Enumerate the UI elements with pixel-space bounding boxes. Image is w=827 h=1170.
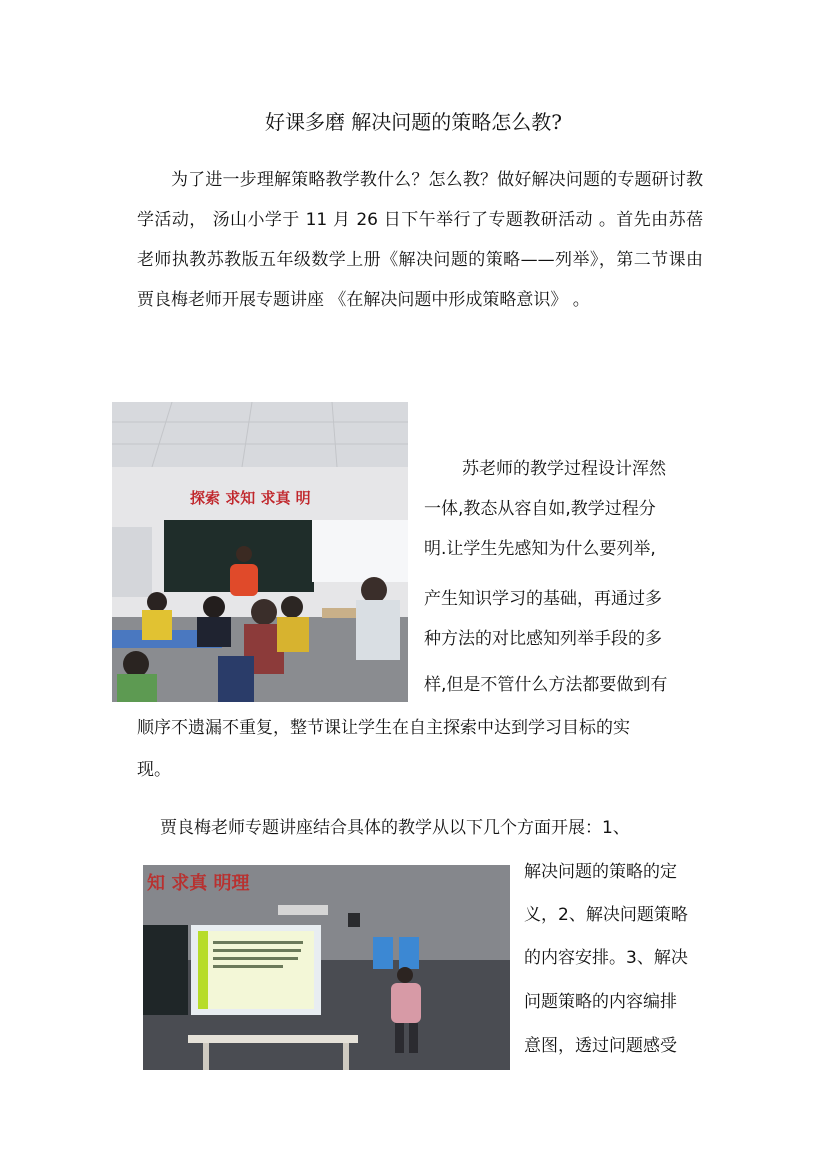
para3-line-4: 问题策略的内容编排 <box>524 992 677 1012</box>
intro-paragraph: 为了进一步理解策略教学教什么？怎么教？做好解决问题的专题研讨教学活动， 汤山小学于 11 月 26 日下午举行了专题教研活动 。首先由苏蓓老师执教苏教版五年级数学上册《解决问题的策略——列举》，第二节课由贾良梅老师开展专题讲座 《在解决问题中形成策略意识》 。 <box>137 170 703 310</box>
para2-line-5: 种方法的对比感知列举手段的多 <box>424 629 662 649</box>
document-title: 好课多磨 解决问题的策略怎么教? <box>264 110 563 134</box>
para2-line-2: 一体,教态从容自如,教学过程分 <box>424 499 656 519</box>
para2-line-1: 苏老师的教学过程设计浑然 <box>462 459 666 479</box>
para2-line-6: 样,但是不管什么方法都要做到有 <box>424 675 668 695</box>
para2-line-8: 现。 <box>137 760 171 780</box>
para3-line-3: 的内容安排。3、解决 <box>524 948 688 968</box>
banner-text-1: 探索 求知 求真 明 <box>190 489 311 507</box>
para3-line-1: 解决问题的策略的定 <box>524 862 677 882</box>
lecture-photo-2 <box>143 865 510 1070</box>
classroom-photo-1 <box>112 402 408 702</box>
para2-line-3: 明.让学生先感知为什么要列举, <box>424 539 656 559</box>
banner-text-2: 知 求真 明理 <box>147 873 250 894</box>
para2-line-4: 产生知识学习的基础，再通过多 <box>424 589 662 609</box>
para3-line-5: 意图，透过问题感受 <box>524 1036 677 1056</box>
para3-first-line: 贾良梅老师专题讲座结合具体的教学从以下几个方面开展：1、 <box>160 818 630 838</box>
para2-line-7: 顺序不遗漏不重复，整节课让学生在自主探索中达到学习目标的实 <box>137 718 630 738</box>
para3-line-2: 义，2、解决问题策略 <box>524 905 688 925</box>
